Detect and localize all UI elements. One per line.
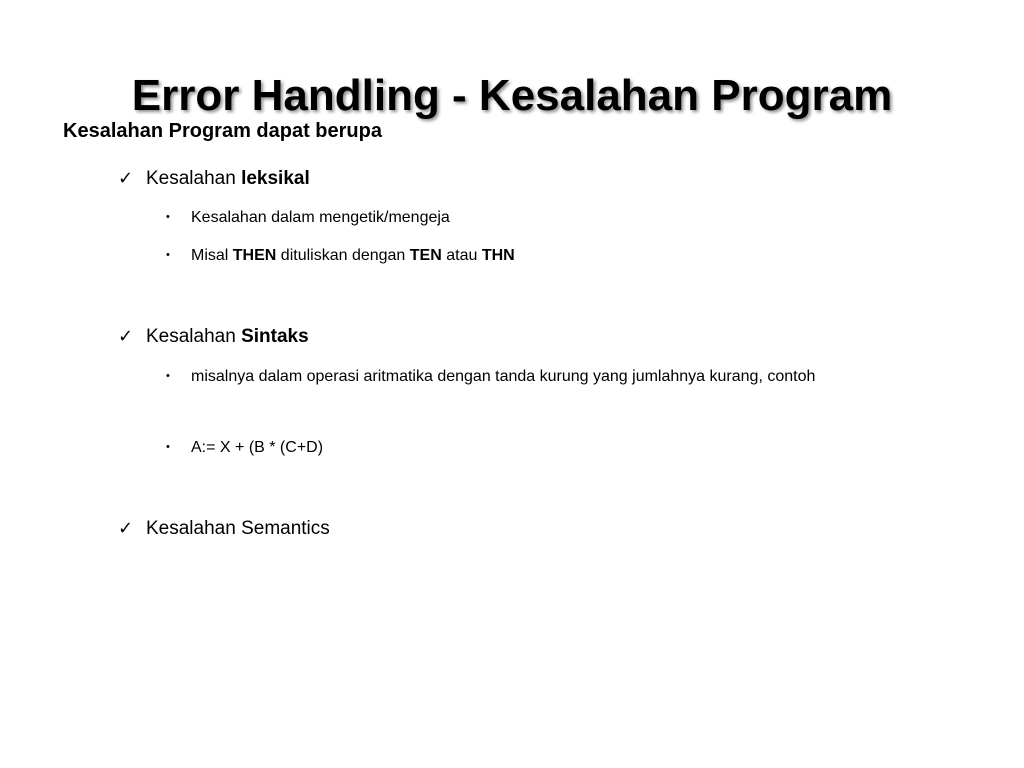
keyword-then: THEN <box>232 247 277 264</box>
list-item <box>166 239 916 272</box>
list-item-text: A:= X + (B * (C+D) <box>191 439 324 456</box>
slide-subtitle: Kesalahan Program dapat berupa <box>63 120 382 142</box>
list-item-text: Kesalahan dalam mengetik/mengeja <box>191 209 450 226</box>
keyword-thn: THN <box>481 247 515 264</box>
list-item-text: misalnya dalam operasi aritmatika dengan tanda kurung yang jumlahnya kurang, contoh <box>191 368 816 385</box>
section-prefix: Kesalahan Semantics <box>146 518 330 539</box>
bullet-icon: • <box>166 370 170 382</box>
section-sintaks <box>118 324 309 349</box>
text-run: dituliskan dengan <box>276 247 410 264</box>
bullet-icon: • <box>166 211 170 223</box>
list-item <box>166 360 916 393</box>
text-run: Misal <box>191 247 233 264</box>
slide-title: Error Handling - Kesalahan Program <box>131 71 893 120</box>
section-keyword: Sintaks <box>241 326 309 347</box>
bullet-icon: • <box>166 249 170 261</box>
keyword-ten: TEN <box>409 247 442 264</box>
checkmark-icon: ✓ <box>118 518 134 538</box>
list-item <box>166 201 916 234</box>
text-run: atau <box>441 247 482 264</box>
section-keyword: leksikal <box>241 168 310 189</box>
list-item-text <box>191 239 916 272</box>
section-leksikal <box>118 166 310 191</box>
list-item <box>166 431 916 464</box>
section-semantics <box>118 516 330 541</box>
bullet-icon: • <box>166 441 170 453</box>
checkmark-icon: ✓ <box>118 168 134 188</box>
section-prefix: Kesalahan <box>146 168 242 189</box>
checkmark-icon: ✓ <box>118 326 134 346</box>
section-prefix: Kesalahan <box>146 326 242 347</box>
